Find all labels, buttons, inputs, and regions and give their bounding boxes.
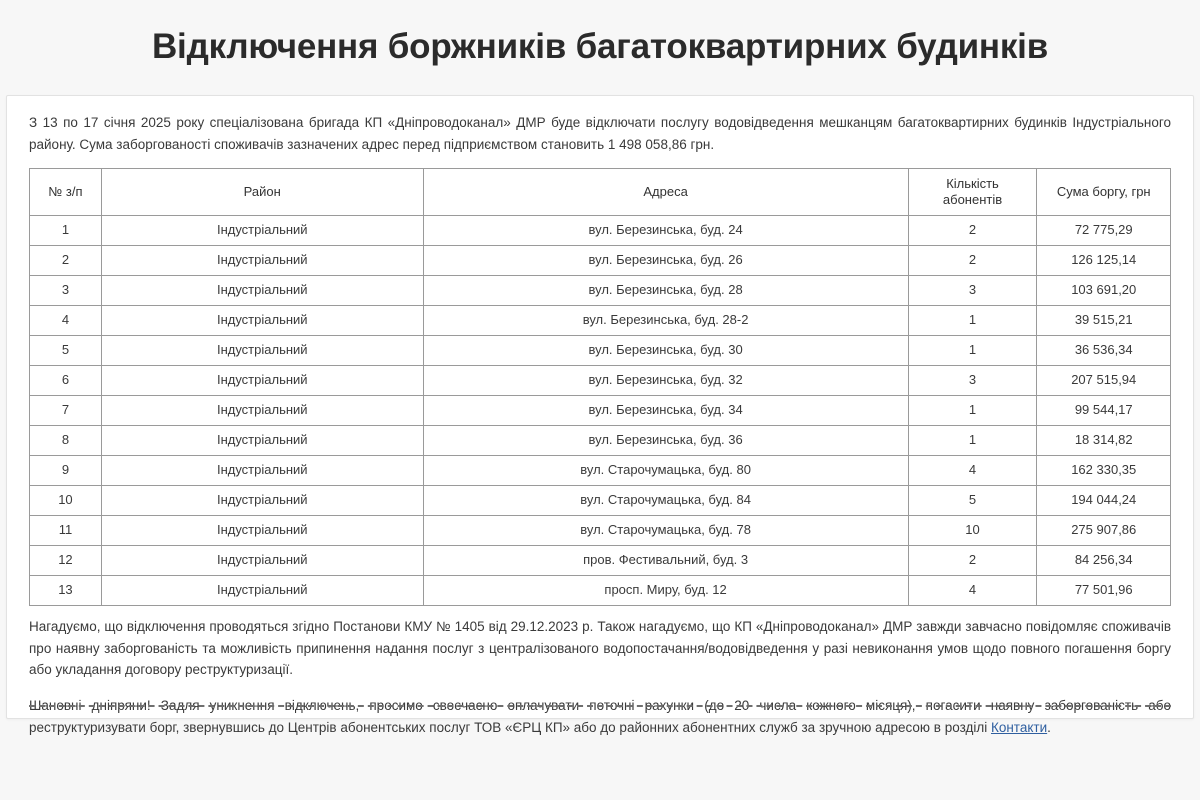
page-title: Відключення боржників багатоквартирних будинків [151, 27, 1049, 67]
appeal-text-after-link: . [1047, 720, 1051, 736]
table-header-row [30, 168, 1171, 215]
row-debt-cell: 39 515,21 [1037, 305, 1171, 335]
row-subscribers-cell: 3 [908, 275, 1037, 305]
row-debt-cell: 126 125,14 [1037, 245, 1171, 275]
appeal-paragraph [29, 695, 1171, 739]
row-debt-cell: 18 314,82 [1037, 425, 1171, 455]
table-row [30, 245, 1171, 275]
reminder-paragraph: Нагадуємо, що відключення проводяться згідно Постанови КМУ № 1405 від 29.12.2023 р. Також нагадуємо, що КП «Дніпроводоканал» ДМР завжди завчасно повідомляє споживачів про наявну заборгованість та можливість припинення надання послуг з централізованого водопостачання/водовідведення у разі невиконання умов щодо повного погашення боргу або укладання договору реструктуризації. [29, 618, 1171, 678]
table-row [30, 515, 1171, 545]
row-district-cell: Індустріальний [101, 575, 423, 605]
row-address-cell: вул. Березинська, буд. 36 [423, 425, 908, 455]
table-row [30, 365, 1171, 395]
row-district-cell: Індустріальний [101, 365, 423, 395]
column-header-address: Адреса [423, 168, 908, 215]
row-number-cell: 8 [30, 425, 102, 455]
row-subscribers-cell: 5 [908, 485, 1037, 515]
row-address-cell: вул. Старочумацька, буд. 78 [423, 515, 908, 545]
row-subscribers-cell: 1 [908, 305, 1037, 335]
row-address-cell: просп. Миру, буд. 12 [423, 575, 908, 605]
row-district-cell: Індустріальний [101, 485, 423, 515]
row-district-cell: Індустріальний [101, 335, 423, 365]
row-subscribers-cell: 4 [908, 575, 1037, 605]
row-subscribers-cell: 4 [908, 455, 1037, 485]
table-row [30, 215, 1171, 245]
row-debt-cell: 207 515,94 [1037, 365, 1171, 395]
row-district-cell: Індустріальний [101, 275, 423, 305]
content-card [6, 95, 1194, 736]
row-number-cell: 3 [30, 275, 102, 305]
row-subscribers-cell: 10 [908, 515, 1037, 545]
column-header-debt: Сума боргу, грн [1037, 168, 1171, 215]
contacts-link[interactable]: Контакти [990, 720, 1048, 736]
bottom-dashed-divider [29, 705, 1171, 707]
row-address-cell: вул. Старочумацька, буд. 84 [423, 485, 908, 515]
row-debt-cell: 194 044,24 [1037, 485, 1171, 515]
row-subscribers-cell: 2 [908, 245, 1037, 275]
row-number-cell: 12 [30, 545, 102, 575]
row-address-cell: вул. Березинська, буд. 28-2 [423, 305, 908, 335]
table-row [30, 575, 1171, 605]
column-header-number: № з/п [30, 168, 102, 215]
table-body [30, 215, 1171, 605]
row-address-cell: вул. Березинська, буд. 24 [423, 215, 908, 245]
row-district-cell: Індустріальний [101, 305, 423, 335]
row-number-cell: 10 [30, 485, 102, 515]
row-subscribers-cell: 2 [908, 545, 1037, 575]
row-number-cell: 5 [30, 335, 102, 365]
row-address-cell: вул. Березинська, буд. 34 [423, 395, 908, 425]
column-header-subscribers-line1: Кількість [946, 176, 999, 192]
row-debt-cell: 162 330,35 [1037, 455, 1171, 485]
row-number-cell: 4 [30, 305, 102, 335]
table-row [30, 305, 1171, 335]
row-district-cell: Індустріальний [101, 455, 423, 485]
row-number-cell: 9 [30, 455, 102, 485]
row-district-cell: Індустріальний [101, 425, 423, 455]
row-debt-cell: 103 691,20 [1037, 275, 1171, 305]
intro-paragraph: З 13 по 17 січня 2025 року спеціалізована бригада КП «Дніпроводоканал» ДМР буде відключати послугу водовідведення мешканцям багатоквартирних будинків Індустріального району. Сума заборгованості споживачів зазначених адрес перед підприємством становить 1 498 058,86 грн. [29, 115, 1171, 152]
row-district-cell: Індустріальний [101, 515, 423, 545]
row-debt-cell: 36 536,34 [1037, 335, 1171, 365]
column-header-district: Район [101, 168, 423, 215]
row-address-cell: вул. Березинська, буд. 30 [423, 335, 908, 365]
row-address-cell: вул. Березинська, буд. 26 [423, 245, 908, 275]
row-subscribers-cell: 1 [908, 335, 1037, 365]
row-address-cell: вул. Березинська, буд. 32 [423, 365, 908, 395]
table-row [30, 455, 1171, 485]
debtors-table [29, 168, 1171, 606]
row-district-cell: Індустріальний [101, 395, 423, 425]
table-row [30, 335, 1171, 365]
row-number-cell: 11 [30, 515, 102, 545]
row-number-cell: 6 [30, 365, 102, 395]
row-debt-cell: 275 907,86 [1037, 515, 1171, 545]
row-debt-cell: 84 256,34 [1037, 545, 1171, 575]
row-debt-cell: 77 501,96 [1037, 575, 1171, 605]
row-debt-cell: 99 544,17 [1037, 395, 1171, 425]
appeal-text-before-link: Шановні дніпряни! Задля уникнення відключень, просимо своєчасно оплачувати поточні рахунки (до 20 числа кожного місяця), погасити наявну заборгованість або реструктуризувати борг, звернувшись до Центрів абонентських послуг ТОВ «ЄРЦ КП» або до районних абонентних служб за зручною адресою в розділі [29, 698, 1171, 736]
row-address-cell: вул. Старочумацька, буд. 80 [423, 455, 908, 485]
row-subscribers-cell: 1 [908, 395, 1037, 425]
row-district-cell: Індустріальний [101, 545, 423, 575]
table-row [30, 425, 1171, 455]
row-district-cell: Індустріальний [101, 215, 423, 245]
table-row [30, 275, 1171, 305]
column-header-subscribers [908, 168, 1037, 215]
row-number-cell: 1 [30, 215, 102, 245]
title-band [0, 0, 1200, 95]
row-number-cell: 2 [30, 245, 102, 275]
row-subscribers-cell: 2 [908, 215, 1037, 245]
row-number-cell: 7 [30, 395, 102, 425]
table-header [30, 168, 1171, 215]
row-subscribers-cell: 1 [908, 425, 1037, 455]
row-district-cell: Індустріальний [101, 245, 423, 275]
table-row [30, 545, 1171, 575]
row-address-cell: вул. Березинська, буд. 28 [423, 275, 908, 305]
row-address-cell: пров. Фестивальний, буд. 3 [423, 545, 908, 575]
row-number-cell: 13 [30, 575, 102, 605]
column-header-subscribers-line2: абонентів [942, 191, 1003, 207]
table-row [30, 485, 1171, 515]
table-row [30, 395, 1171, 425]
row-subscribers-cell: 3 [908, 365, 1037, 395]
row-debt-cell: 72 775,29 [1037, 215, 1171, 245]
